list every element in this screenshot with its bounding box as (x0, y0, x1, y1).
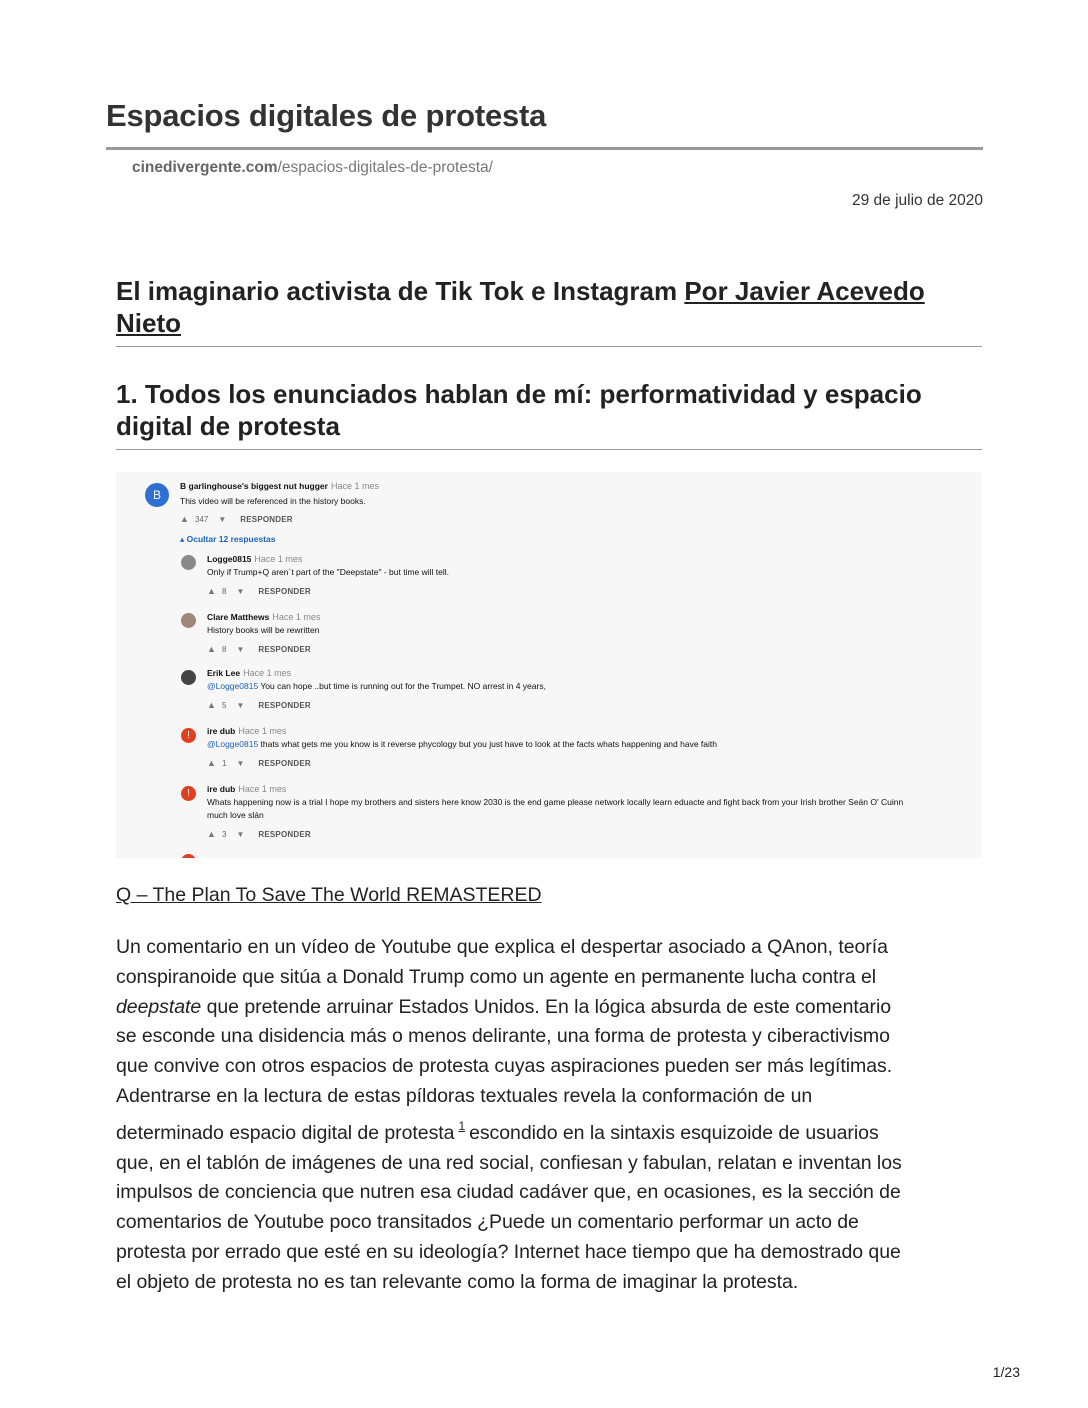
author-link-continued[interactable]: Nieto (116, 308, 181, 338)
body-line: Adentrarse en la lectura de estas píldoras textuales revela la conformación de un (116, 1084, 813, 1107)
body-line: Un comentario en un vídeo de Youtube que explica el despertar asociado a QAnon, teoría (116, 936, 888, 958)
thumbs-up-icon: ▲ (207, 829, 216, 839)
avatar (181, 613, 196, 628)
body-line: que, en el tablón de imágenes de una red social, confiesan y fabulan, relatan e inventan los (116, 1151, 902, 1174)
reply-button: RESPONDER (258, 645, 311, 654)
comment-body-continued: much love slán (207, 810, 264, 820)
subtitle-text: El imaginario activista de Tik Tok e Instagram (116, 276, 685, 306)
comment-text (207, 566, 982, 579)
reply-comment (207, 612, 982, 654)
comment-text (207, 624, 982, 637)
like-count: 5 (222, 701, 227, 710)
comment-text (207, 796, 982, 822)
section-heading-line2: digital de protesta (116, 411, 340, 441)
thumbs-up-icon: ▲ (207, 586, 216, 596)
title-divider (106, 147, 983, 150)
comment-body: thats what gets me you know is it reverse phycology but you just have to look at the facts whats happening and have faith (258, 739, 717, 749)
like-count: 1 (222, 759, 227, 768)
body-line: que convive con otros espacios de protesta cuyas aspiraciones pueden ser más legítimas. (116, 1055, 893, 1078)
section-divider (116, 449, 982, 450)
comment-text: This video will be referenced in the history books. (180, 496, 366, 506)
like-count: 8 (222, 587, 227, 596)
avatar (181, 555, 196, 570)
avatar (181, 854, 196, 858)
source-url[interactable] (132, 159, 493, 177)
article-subtitle (116, 275, 982, 339)
comment-time: Hace 1 mes (272, 612, 321, 622)
comment-time: Hace 1 mes (254, 554, 303, 564)
comment-author: ire dub (207, 784, 236, 794)
comment-body: You can hope ..but time is running out for the Trumpet. NO arrest in 4 years, (258, 681, 546, 691)
body-line-rest: que pretende arruinar Estados Unidos. En la lógica absurda de este comentario (201, 995, 892, 1018)
comment-author: ire dub (207, 726, 236, 736)
hide-replies-toggle (180, 534, 275, 545)
page-title: Espacios digitales de protesta (106, 98, 547, 133)
like-count: 8 (222, 645, 227, 654)
comment-author: Erik Lee (207, 668, 241, 678)
reply-button: RESPONDER (258, 587, 311, 596)
body-line (116, 993, 984, 1023)
thumbs-up-icon: ▲ (180, 514, 189, 524)
body-line: comentarios de Youtube poco transitados ¿Puede un comentario performar un acto de (116, 1211, 859, 1234)
thumbs-down-icon: ▼ (236, 701, 245, 710)
footnote-link[interactable]: 1 (458, 1118, 466, 1133)
reply-button: RESPONDER (258, 830, 311, 839)
reply-button: RESPONDER (240, 515, 293, 524)
comment-top (180, 481, 960, 524)
reply-comment (207, 668, 982, 710)
comment-time: Hace 1 mes (238, 784, 287, 794)
section-heading (116, 378, 982, 442)
like-count: 3 (222, 830, 227, 839)
body-line: el objeto de protesta no es tan relevante como la forma de imaginar la protesta. (116, 1270, 799, 1293)
body-line: protesta por errado que esté en su ideología? Internet hace tiempo que ha demostrado que (116, 1240, 901, 1263)
reply-comment (207, 554, 982, 596)
body-paragraph (116, 933, 984, 1298)
comment-text (207, 680, 982, 693)
comment-time: Hace 1 mes (238, 726, 287, 736)
avatar (181, 670, 196, 685)
section-heading-line1: 1. Todos los enunciados hablan de mí: performatividad y espacio (116, 379, 922, 409)
comment-mention: @Logge0815 (207, 739, 259, 749)
comment-time: Hace 1 mes (330, 481, 379, 491)
body-line-start: determinado espacio digital de protesta (116, 1121, 455, 1144)
emphasis-term: deepstate (116, 995, 202, 1018)
comment-time: Hace 1 mes (243, 668, 292, 678)
author-link[interactable]: Por Javier Acevedo (684, 276, 925, 306)
avatar: ! (181, 786, 196, 801)
reply-button: RESPONDER (258, 701, 311, 710)
thumbs-down-icon: ▼ (236, 587, 245, 596)
thumbs-up-icon: ▲ (207, 644, 216, 654)
comment-author: Clare Matthews (207, 612, 270, 622)
comments-screenshot (116, 472, 982, 858)
image-caption-link[interactable]: Q – The Plan To Save The World REMASTERED (116, 884, 542, 906)
source-domain: cinedivergente.com (132, 159, 278, 176)
collapse-icon: ▴ (180, 534, 187, 544)
body-line: conspiranoide que sitúa a Donald Trump como un agente en permanente lucha contra el (116, 965, 877, 988)
source-path: /espacios-digitales-de-protesta/ (277, 159, 493, 176)
comment-author: Logge0815 (207, 554, 252, 564)
thumbs-down-icon: ▼ (236, 830, 245, 839)
thumbs-up-icon: ▲ (207, 700, 216, 710)
comment-text (207, 738, 982, 751)
body-line: impulsos de conciencia que nutren esa ciudad cadáver que, en ocasiones, es la sección de (116, 1181, 901, 1204)
reply-comment (207, 726, 982, 768)
body-line-rest: escondido en la sintaxis esquizoide de usuarios (469, 1121, 879, 1144)
page-number: 1/23 (992, 1364, 1020, 1380)
reply-comment (207, 784, 982, 839)
hide-replies-label: Ocultar 12 respuestas (186, 534, 276, 544)
thumbs-down-icon: ▼ (218, 515, 227, 524)
thumbs-down-icon: ▼ (236, 645, 245, 654)
publication-date: 29 de julio de 2020 (851, 192, 983, 209)
avatar: B (145, 483, 169, 507)
comment-body: Whats happening now is a trial I hope my brothers and sisters here know 2030 is the end game please network locally learn eduacte and fight back from your Irish brother Seán O' Cuinn (207, 797, 904, 807)
like-count: 347 (195, 515, 209, 524)
thumbs-down-icon: ▼ (236, 759, 245, 768)
avatar: ! (181, 728, 196, 743)
reply-button: RESPONDER (258, 759, 311, 768)
subtitle-divider (116, 346, 982, 347)
body-line: se esconde una disidencia más o menos delirante, una forma de protesta y ciberactivismo (116, 1025, 890, 1048)
comment-body: History books will be rewritten (207, 625, 320, 635)
body-line (116, 1112, 984, 1149)
comment-body: Only if Trump+Q aren´t part of the "Deepstate" - but time will tell. (207, 567, 450, 577)
comment-mention: @Logge0815 (207, 681, 259, 691)
comment-author: B garlinghouse's biggest nut hugger (180, 481, 328, 491)
thumbs-up-icon: ▲ (207, 758, 216, 768)
